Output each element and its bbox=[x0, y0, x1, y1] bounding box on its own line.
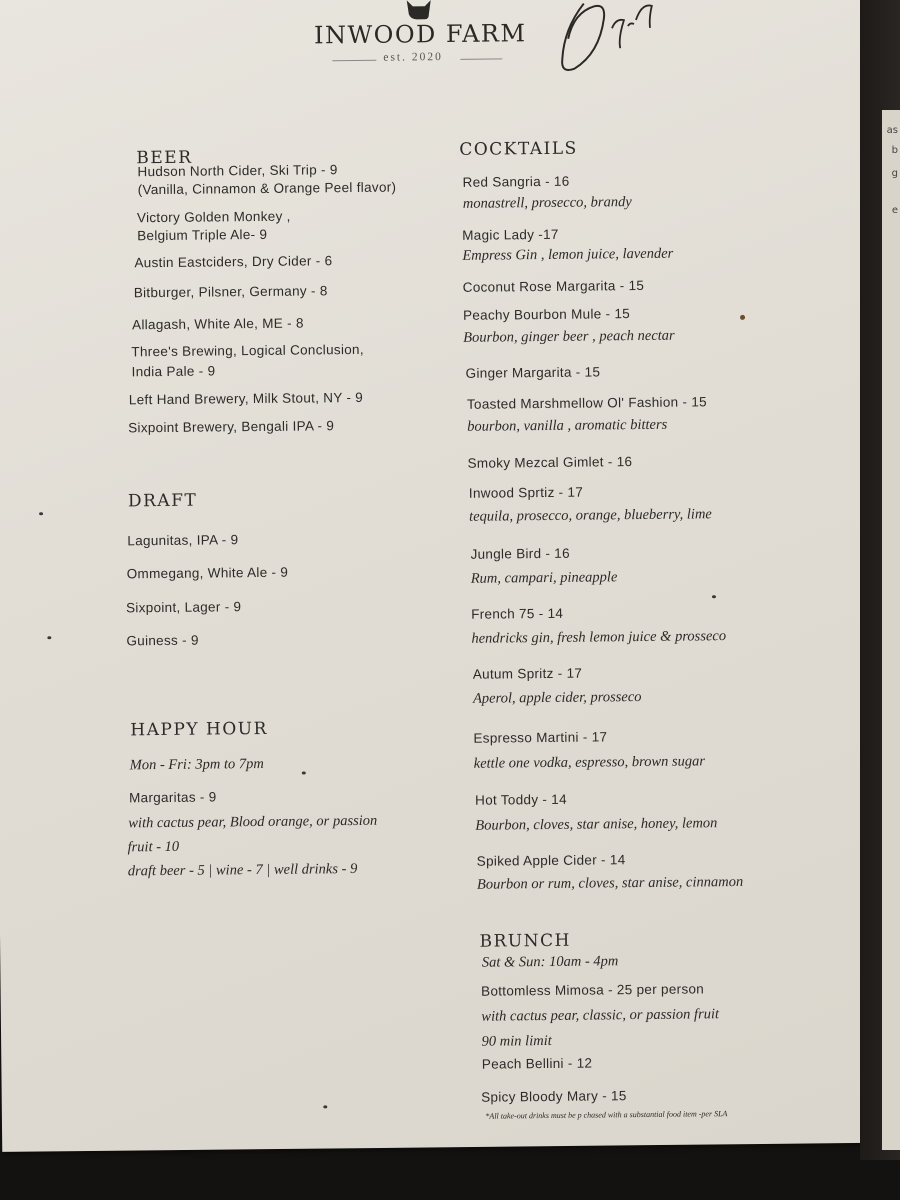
happy-hour-detail: draft beer - 5 | wine - 7 | well drinks - 9 bbox=[127, 860, 358, 880]
paper-speck bbox=[740, 315, 745, 320]
beer-item: India Pale - 9 bbox=[131, 363, 216, 380]
cocktail-description: tequila, prosecco, orange, blueberry, lime bbox=[469, 506, 712, 525]
paper-speck bbox=[323, 1105, 327, 1108]
draft-heading: DRAFT bbox=[127, 490, 198, 512]
cocktail-name: Inwood Sprtiz - 17 bbox=[468, 484, 584, 501]
draft-item: Sixpoint, Lager - 9 bbox=[125, 599, 242, 616]
cocktail-description: hendricks gin, fresh lemon juice & prosseco bbox=[471, 628, 727, 647]
brunch-heading: BRUNCH bbox=[479, 930, 572, 952]
cocktail-description: Bourbon, cloves, star anise, honey, lemon bbox=[475, 815, 718, 834]
beer-item: Three's Brewing, Logical Conclusion, bbox=[131, 341, 364, 360]
cocktail-description: monastrell, prosecco, brandy bbox=[462, 194, 632, 212]
cocktail-description: kettle one vodka, espresso, brown sugar bbox=[473, 753, 706, 772]
logo-rule-right bbox=[460, 58, 502, 59]
cocktail-name: Smoky Mezcal Gimlet - 16 bbox=[467, 454, 633, 471]
cocktail-name: Spiked Apple Cider - 14 bbox=[476, 852, 626, 869]
beer-item-note: (Vanilla, Cinnamon & Orange Peel flavor) bbox=[137, 179, 397, 198]
happy-hour-detail: fruit - 10 bbox=[127, 838, 180, 856]
cocktail-name: French 75 - 14 bbox=[471, 605, 564, 622]
beer-item: Sixpoint Brewery, Bengali IPA - 9 bbox=[128, 418, 335, 436]
draft-item: Guiness - 9 bbox=[126, 632, 199, 649]
established-year: est. 2020 bbox=[383, 51, 443, 64]
cocktail-description: Empress Gin , lemon juice, lavender bbox=[462, 245, 674, 264]
cocktails-heading: COCKTAILS bbox=[459, 138, 578, 160]
brunch-detail: 90 min limit bbox=[481, 1032, 552, 1050]
cocktail-name: Ginger Margarita - 15 bbox=[465, 364, 601, 381]
paper-speck bbox=[302, 772, 306, 775]
beer-heading: BEER bbox=[136, 147, 193, 169]
beer-item: Allagash, White Ale, ME - 8 bbox=[132, 315, 304, 333]
brunch-item: Spicy Bloody Mary - 15 bbox=[481, 1088, 627, 1105]
paper-speck bbox=[47, 636, 51, 639]
beer-item: Left Hand Brewery, Milk Stout, NY - 9 bbox=[128, 389, 364, 408]
cocktail-name: Espresso Martini - 17 bbox=[473, 729, 608, 746]
cocktail-name: Magic Lady -17 bbox=[462, 226, 559, 243]
cocktail-name: Toasted Marshmellow Ol' Fashion - 15 bbox=[466, 394, 708, 412]
beer-item: Victory Golden Monkey , bbox=[136, 208, 291, 226]
paper-speck bbox=[712, 595, 716, 598]
next-page-edge: as b g e bbox=[882, 110, 900, 1150]
happy-hour-schedule: Mon - Fri: 3pm to 7pm bbox=[129, 755, 264, 774]
cocktail-description: Bourbon, ginger beer , peach nectar bbox=[463, 327, 675, 346]
cocktail-description: Aperol, apple cider, prosseco bbox=[472, 689, 642, 707]
happy-hour-heading: HAPPY HOUR bbox=[130, 718, 268, 741]
brunch-detail: with cactus pear, classic, or passion fruit bbox=[481, 1006, 720, 1025]
cocktail-description: bourbon, vanilla , aromatic bitters bbox=[467, 416, 668, 435]
cocktail-name: Jungle Bird - 16 bbox=[470, 545, 570, 562]
logo-title: INWOOD FARM bbox=[313, 19, 527, 50]
drinks-script-graphic bbox=[554, 0, 685, 79]
brunch-schedule: Sat & Sun: 10am - 4pm bbox=[481, 953, 619, 971]
beer-item: Belgium Triple Ale- 9 bbox=[137, 226, 268, 244]
cocktail-name: Coconut Rose Margarita - 15 bbox=[462, 277, 645, 295]
happy-hour-detail: with cactus pear, Blood orange, or passion bbox=[128, 812, 378, 832]
brunch-item: Bottomless Mimosa - 25 per person bbox=[481, 981, 705, 999]
logo-rule-left bbox=[332, 60, 376, 61]
beer-item: Bitburger, Pilsner, Germany - 8 bbox=[133, 283, 328, 301]
cocktail-name: Red Sangria - 16 bbox=[462, 173, 570, 190]
takeout-note: *All take-out drinks must be p chased with a substantial food item -per SLA bbox=[485, 1109, 728, 1121]
brunch-item: Peach Bellini - 12 bbox=[481, 1055, 593, 1072]
happy-hour-item: Margaritas - 9 bbox=[128, 789, 217, 806]
cat-logo-icon bbox=[405, 0, 433, 20]
cocktail-name: Peachy Bourbon Mule - 15 bbox=[462, 306, 631, 323]
cocktail-name: Hot Toddy - 14 bbox=[475, 791, 567, 808]
draft-item: Ommegang, White Ale - 9 bbox=[126, 564, 289, 582]
paper-speck bbox=[39, 512, 43, 515]
cocktail-name: Autum Spritz - 17 bbox=[472, 665, 583, 682]
beer-item: Hudson North Cider, Ski Trip - 9 bbox=[137, 162, 338, 180]
cocktail-description: Bourbon or rum, cloves, star anise, cinnamon bbox=[476, 873, 744, 893]
cocktail-description: Rum, campari, pineapple bbox=[470, 569, 618, 587]
draft-item: Lagunitas, IPA - 9 bbox=[127, 532, 239, 549]
beer-item: Austin Eastciders, Dry Cider - 6 bbox=[134, 253, 333, 271]
